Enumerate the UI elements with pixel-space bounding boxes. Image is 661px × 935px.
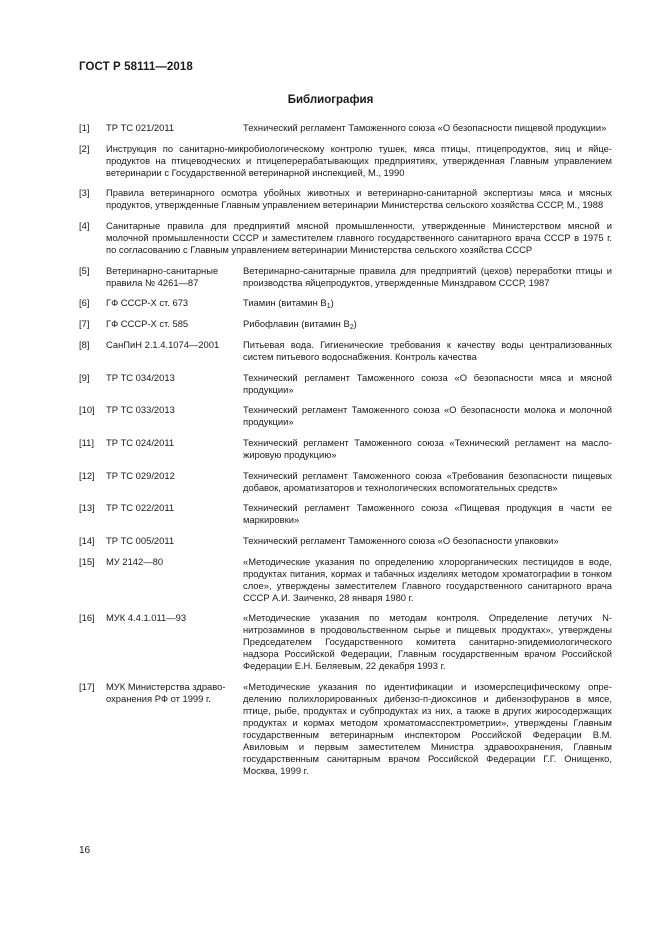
- entry-code: ГФ СССР-Х ст. 673: [106, 297, 189, 309]
- entry-title: «Методические указания по определению хлорорганических пестицидов в воде, продуктах питания, кормах и табачных изделиях методом хроматографии в тонком слое», утверждены заместителем Главного государственного санитарного врача СССР А.И. Заиченко, 28 января 1980 г.: [243, 555, 612, 603]
- entry-title: «Методические указания по методам контроля. Определение летучих N-нитрозаминов в продовольственном сырье и пищевых продуктах», утверждены Председателем Государственного комитета санитарно-эпидемиологического надзора Российской Федерации, Главным государственным врачом Российской Федерации Е.Н. Беляевым, 22 декабря 1993 г.: [243, 612, 612, 672]
- entry-title: Ветеринарно-санитарные правила для предприятий (цехов) переработки птицы и производства яйцепродуктов, утвержденные Минздравом СССР, 1987: [243, 264, 612, 288]
- entry-code: ГФ СССР-Х ст. 585: [106, 318, 189, 330]
- entry-code: ТР ТС 021/2011: [106, 122, 175, 133]
- bib-entry-15: [79, 556, 612, 604]
- bibliography-list: [79, 122, 612, 786]
- entry-code: СанПиН 2.1.4.1074—2001: [106, 338, 220, 350]
- entry-title-subscript: 2: [349, 324, 354, 332]
- entry-number: [13]: [79, 502, 95, 514]
- entry-title: Технический регламент Таможенного союза «Требования безопасности пищевых добавок, ароматизаторов и технологических вспомогательных средств»: [243, 469, 612, 493]
- bib-entry-11: [79, 437, 612, 461]
- bib-entry-6: [79, 297, 612, 309]
- entry-number: [14]: [79, 534, 95, 546]
- entry-title-end: ): [330, 297, 334, 309]
- entry-number: [8]: [79, 338, 90, 350]
- entry-code: ТР ТС 022/2011: [106, 502, 175, 514]
- entry-title-text: Тиамин (витамин B: [243, 297, 327, 309]
- entry-code: ТР ТС 034/2013: [106, 371, 175, 383]
- entry-code: МУК 4.4.1.011—93: [106, 612, 187, 624]
- bib-entry-1: [79, 122, 612, 134]
- entry-title: Технический регламент Таможенного союза «О безопасности пищевой продукции»: [243, 122, 607, 133]
- entry-title: Технический регламент Таможенного союза «О безопасности молока и молочной продукции»: [243, 404, 612, 428]
- entry-title: Технический регламент Таможенного союза «О безопасности мяса и мясной продукции»: [243, 371, 612, 395]
- entry-number: [17]: [79, 681, 95, 692]
- entry-number: [10]: [79, 404, 95, 416]
- entry-number: [16]: [79, 612, 95, 624]
- entry-title: Инструкция по санитарно-микробиологическому контролю тушек, мяса птицы, птицепродуктов, яиц и яйцепродуктов на птицеводческих и птицеперерабатывающих предприятиях, утвержденная Главным управлением ветеринарии с Государственной ветеринарной инспекцией, М., 1990: [106, 142, 612, 178]
- entry-code: Ветеринарно-санитарные правила № 4261—87: [106, 264, 219, 288]
- entry-title: Технический регламент Таможенного союза «Пищевая продукция в части ее маркировки»: [243, 502, 612, 526]
- entry-number: [4]: [79, 220, 90, 232]
- entry-number: [5]: [79, 264, 90, 276]
- entry-number: [3]: [79, 187, 90, 199]
- entry-number: [12]: [79, 469, 95, 481]
- entry-code: МУ 2142—80: [106, 555, 164, 567]
- entry-title: Технический регламент Таможенного союза «Технический регламент на масложировую продукцию»: [243, 436, 612, 460]
- bib-entry-10: [79, 404, 612, 428]
- entry-code: ТР ТС 024/2011: [106, 436, 175, 448]
- entry-title: Технический регламент Таможенного союза «О безопасности упаковки»: [243, 534, 559, 546]
- bib-entry-14: [79, 535, 612, 547]
- entry-code: МУК Министерства здравоохранения РФ от 1999 г.: [106, 681, 226, 704]
- entry-title: «Методические указания по идентификации и изомерспецифическому определению полихлорированных дибензо-п-диоксинов и дибензофуранов в мясе, птице, рыбе, продуктах и субпродуктах из них, а также в других жиросодержащих продуктах и кормах методом хроматомасспектрометрии», утверждены Главным государственным ветеринарным инспектором Российской Федерации В.М. Авиловым и первым заместителем Министра здравоохранения, Главным государственным санитарным врачом Российской Федерации Г.Г. Онищенко, Москва, 1999 г.: [243, 681, 612, 776]
- entry-code: ТР ТС 005/2011: [106, 534, 175, 546]
- bib-entry-3: [79, 187, 612, 211]
- bib-entry-8: [79, 339, 612, 363]
- entry-number: [15]: [79, 555, 95, 567]
- bib-entry-4: [79, 220, 612, 256]
- bib-entry-7: [79, 318, 612, 330]
- entry-number: [9]: [79, 371, 90, 383]
- entry-number: [6]: [79, 297, 90, 309]
- bib-entry-16: [79, 612, 612, 672]
- entry-number: [1]: [79, 122, 90, 133]
- standard-designation: ГОСТ Р 58111—2018: [79, 61, 193, 73]
- entry-title: [243, 297, 612, 309]
- bib-entry-5: [79, 265, 612, 289]
- entry-number: [11]: [79, 436, 94, 448]
- entry-title: [243, 318, 612, 330]
- bib-entry-2: [79, 143, 612, 179]
- entry-title-text: Рибофлавин (витамин B: [243, 318, 350, 330]
- entry-title-subscript: 1: [326, 303, 331, 311]
- section-title: Библиография: [287, 94, 374, 106]
- entry-title-end: ): [353, 318, 357, 330]
- entry-number: [2]: [79, 142, 90, 154]
- entry-title: Санитарные правила для предприятий мясной промышленности, утвержденные Министерством мясной и молочной промышленности СССР и заместителем главного государственного санитарного врача СССР в 1975 г. по согласованию с Главным управлением ветеринарии Министерства сельского хозяйства СССР: [106, 220, 612, 256]
- entry-code: ТР ТС 029/2012: [106, 469, 175, 481]
- page-number: 16: [79, 845, 91, 856]
- bib-entry-12: [79, 470, 612, 494]
- entry-title: Правила ветеринарного осмотра убойных животных и ветеринарно-санитарной экспертизы мяса и мясных продуктов, утвержденные Главным управлением ветеринарии Министерства сельского хозяйства СССР, М., 1988: [106, 187, 612, 211]
- entry-number: [7]: [79, 318, 90, 330]
- entry-title: Питьевая вода. Гигиенические требования к качеству воды централизованных систем питьевого водоснабжения. Контроль качества: [243, 338, 612, 362]
- bib-entry-17: [79, 681, 612, 777]
- bib-entry-13: [79, 502, 612, 526]
- entry-code: ТР ТС 033/2013: [106, 404, 175, 416]
- bib-entry-9: [79, 372, 612, 396]
